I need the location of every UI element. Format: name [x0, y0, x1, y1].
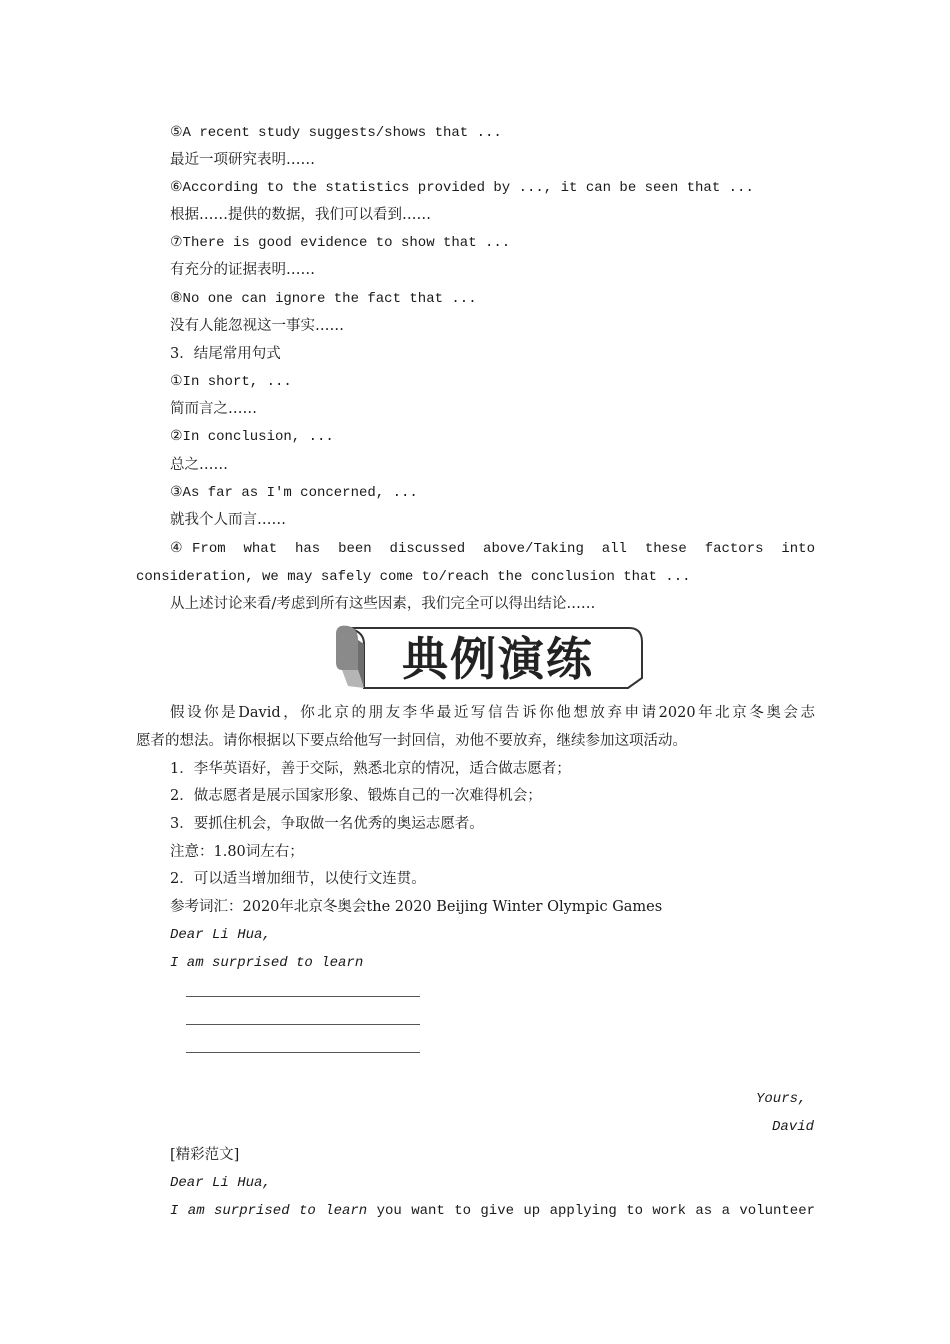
closing-3-en: ③As far as I'm concerned, ...	[170, 485, 418, 501]
task-note-1: 注意：1.80词左右；	[170, 844, 304, 860]
letter-greeting: Dear Li Hua,	[170, 927, 271, 943]
closing-heading: 3．结尾常用句式	[170, 346, 281, 362]
task-point-1: 1．李华英语好，善于交际，熟悉北京的情况，适合做志愿者；	[170, 761, 571, 777]
phrase-6-en: ⑥According to the statistics provided by ..., it can be seen that ...	[170, 180, 754, 196]
closing-4-en-line1: ④From what has been discussed above/Taking all these factors into	[170, 541, 815, 557]
phrase-7-zh: 有充分的证据表明……	[170, 262, 315, 278]
section-banner	[334, 622, 648, 696]
letter-signature: David	[772, 1119, 815, 1135]
phrase-7-en: ⑦There is good evidence to show that ...	[170, 235, 511, 251]
banner-title: 典例演练	[402, 632, 594, 686]
phrase-8-zh: 没有人能忽视这一事实……	[170, 318, 344, 334]
task-point-3: 3．要抓住机会，争取做一名优秀的奥运志愿者。	[170, 816, 484, 832]
sample-greeting: Dear Li Hua,	[170, 1175, 271, 1191]
sample-label: [精彩范文]	[170, 1147, 240, 1163]
closing-2-en: ②In conclusion, ...	[170, 429, 334, 445]
task-note-2: 2．可以适当增加细节，以使行文连贯。	[170, 871, 426, 887]
task-prompt-line1: 假设你是David，你北京的朋友李华最近写信告诉你他想放弃申请2020年北京冬奥会志	[170, 705, 815, 721]
closing-4-en-line2: consideration, we may safely come to/reach the conclusion that ...	[136, 569, 691, 585]
answer-blank-line[interactable]	[186, 1024, 420, 1025]
sample-opening-rest: you want to give up applying to work as a volunteer	[367, 1203, 815, 1219]
closing-4-zh: 从上述讨论来看/考虑到所有这些因素，我们完全可以得出结论……	[170, 596, 596, 612]
closing-1-en: ①In short, ...	[170, 374, 292, 390]
answer-blank-line[interactable]	[186, 1052, 420, 1053]
sample-opening-italic: I am surprised to learn	[170, 1203, 368, 1219]
task-prompt-line2: 愿者的想法。请你根据以下要点给他写一封回信，劝他不要放弃，继续参加这项活动。	[136, 733, 687, 749]
letter-closing: Yours,	[756, 1091, 807, 1107]
letter-opening: I am surprised to learn	[170, 955, 364, 971]
closing-3-zh: 就我个人而言……	[170, 512, 286, 528]
closing-1-zh: 简而言之……	[170, 401, 257, 417]
closing-2-zh: 总之……	[170, 457, 228, 473]
answer-blank-line[interactable]	[186, 996, 420, 997]
task-point-2: 2．做志愿者是展示国家形象、锻炼自己的一次难得机会；	[170, 788, 542, 804]
task-vocab: 参考词汇：2020年北京冬奥会the 2020 Beijing Winter Olympic Games	[170, 899, 663, 915]
phrase-5-zh: 最近一项研究表明……	[170, 152, 315, 168]
phrase-5-en: ⑤A recent study suggests/shows that ...	[170, 125, 502, 141]
phrase-6-zh: 根据……提供的数据，我们可以看到……	[170, 207, 431, 223]
sample-opening	[170, 1201, 815, 1221]
phrase-8-en: ⑧No one can ignore the fact that ...	[170, 291, 477, 307]
